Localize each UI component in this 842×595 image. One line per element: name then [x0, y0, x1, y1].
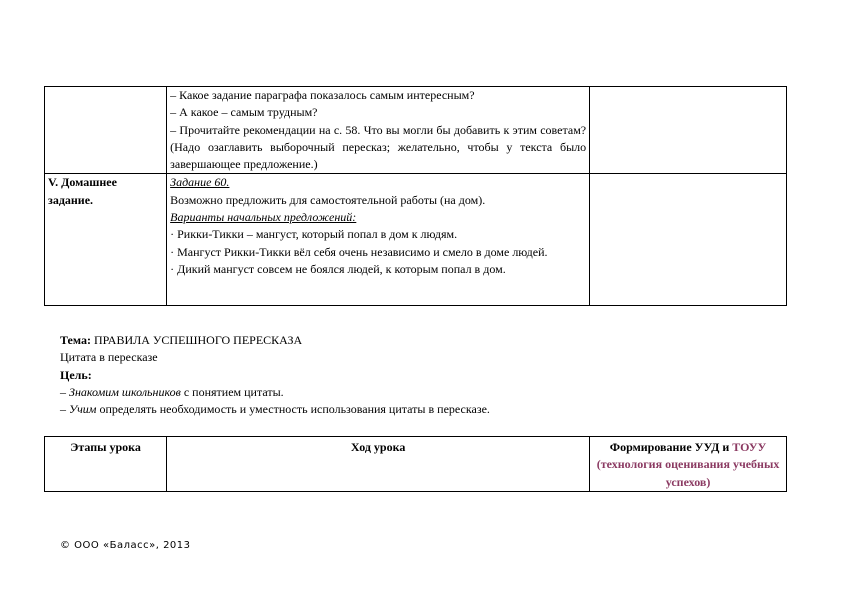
- goal-text: определять необходимость и уместность использования цитаты в пересказе.: [96, 402, 490, 417]
- goal-text: с понятием цитаты.: [180, 384, 284, 399]
- question-line: – Какое задание параграфа показалось самым интересным?: [170, 88, 475, 102]
- question-line: – Прочитайте рекомендации на с. 58. Что вы могли бы добавить к этим советам? (Надо озаглавить выборочный пересказ; желательно, чтобы у текста было завершающее предложение.): [170, 122, 587, 172]
- goal-emphasis: Знакомим школьников: [69, 384, 181, 399]
- touu-description: (технология оценивания учебных успехов): [596, 457, 780, 489]
- topic-label: Тема:: [60, 333, 91, 347]
- lesson-header: [60, 332, 490, 418]
- goal-dash: –: [60, 402, 69, 417]
- goal-emphasis: Учим: [69, 402, 97, 417]
- variant-line: · Рикки-Тикки – мангуст, который попал в дом к людям.: [170, 227, 458, 242]
- stage-cell: V. Домашнее задание.: [45, 174, 167, 306]
- variant-line: · Дикий мангуст совсем не боялся людей, к которым попал в дом.: [170, 261, 506, 276]
- uud-cell: [590, 174, 787, 306]
- goal-label: Цель:: [60, 367, 92, 382]
- lesson-plan-table-header: [44, 436, 787, 492]
- goal-line: [60, 384, 490, 401]
- subtopic: Цитата в пересказе: [60, 350, 158, 365]
- column-header-flow: Ход урока: [167, 437, 590, 492]
- topic-text: ПРАВИЛА УСПЕШНОГО ПЕРЕСКАЗА: [90, 333, 303, 347]
- table-row: [45, 174, 787, 306]
- goal-line: [60, 401, 490, 418]
- table-row: [45, 87, 787, 174]
- topic-line: [60, 332, 490, 349]
- lesson-flow-cell: [167, 87, 590, 174]
- goal-dash: –: [60, 384, 69, 399]
- question-line: – А какое – самым трудным?: [170, 105, 318, 120]
- stage-cell: [45, 87, 167, 174]
- lesson-plan-table-top: [44, 86, 787, 306]
- uud-cell: [590, 87, 787, 174]
- task-title: Задание 60.: [170, 175, 230, 190]
- lesson-flow-cell: [167, 174, 590, 306]
- uud-label: Формирование УУД и: [609, 440, 733, 454]
- variant-line: · Мангуст Рикки-Тикки вёл себя очень независимо и смело в доме людей.: [170, 244, 548, 259]
- column-header-uud: [590, 437, 787, 492]
- column-header-stages: Этапы урока: [45, 437, 167, 492]
- table-header-row: [45, 437, 787, 492]
- variants-label: Варианты начальных предложений:: [170, 210, 357, 225]
- task-description: Возможно предложить для самостоятельной работы (на дом).: [170, 192, 486, 207]
- copyright-footer: © ООО «Баласс», 2013: [60, 540, 191, 551]
- touu-label: ТОУУ: [732, 440, 767, 454]
